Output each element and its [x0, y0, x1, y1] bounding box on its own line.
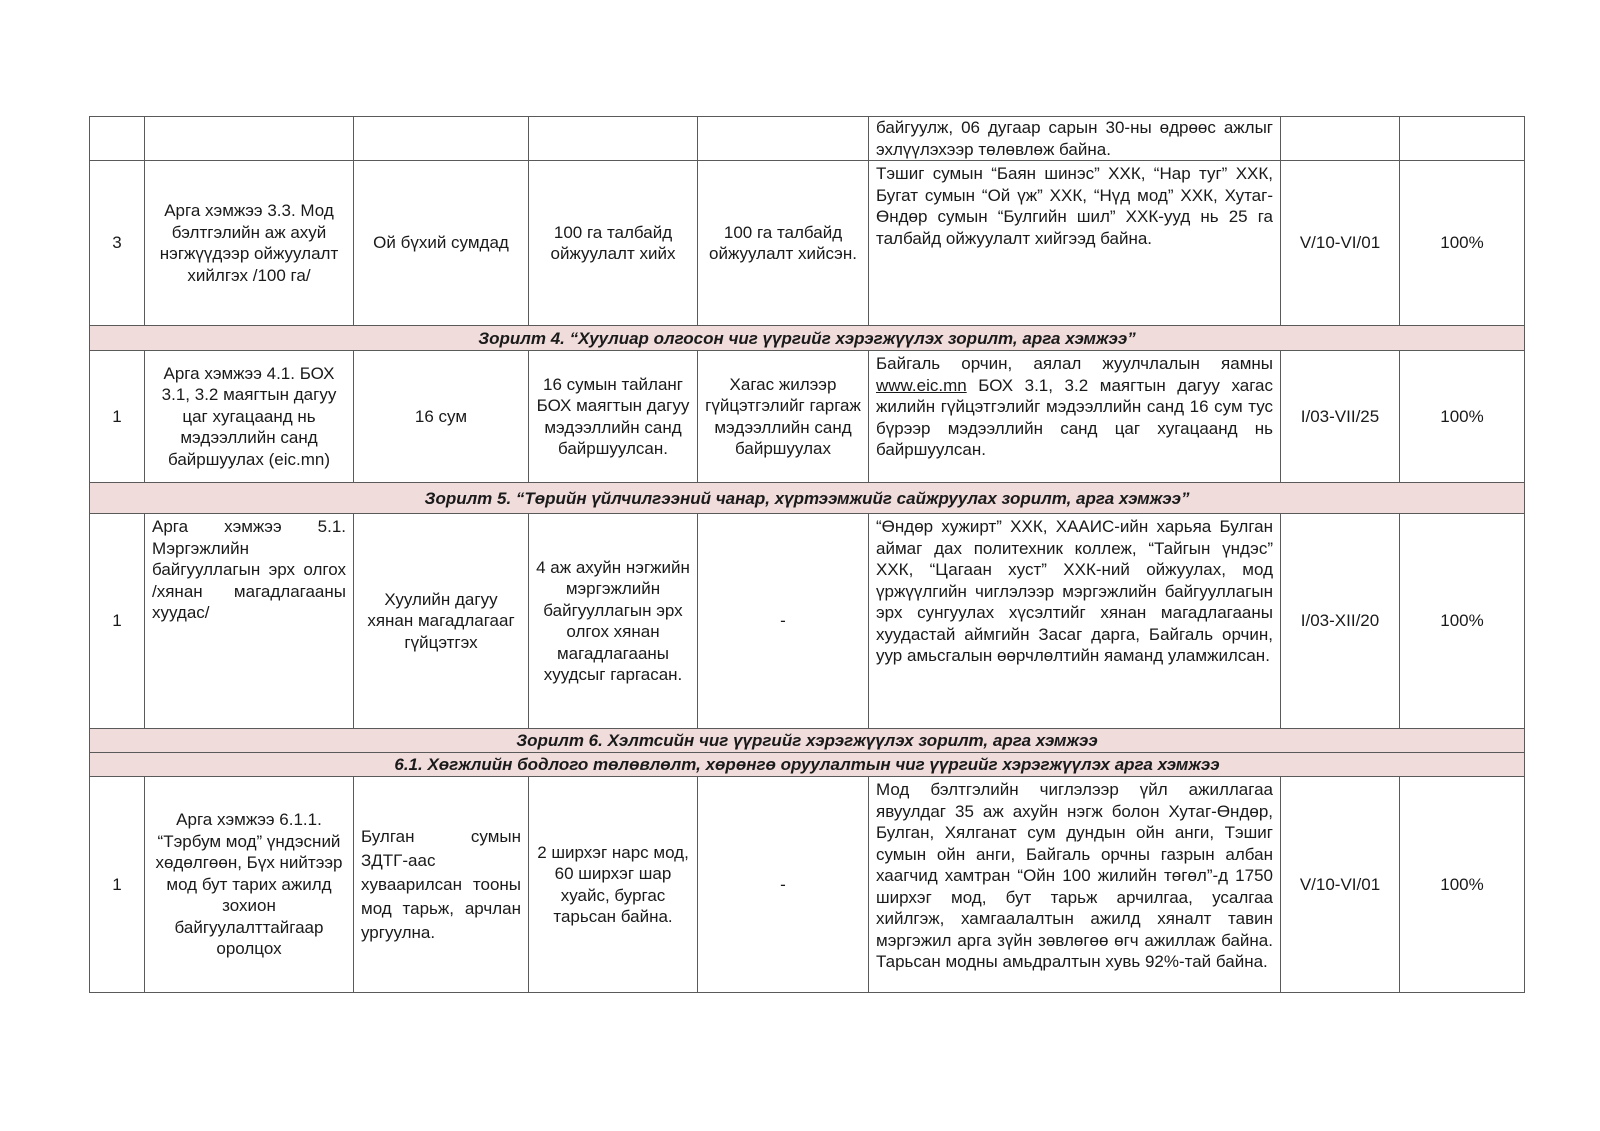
- cell-result: Мод бэлтгэлийн чиглэлээр үйл ажиллагаа явуулдаг 35 аж ахуйн нэгж болон Хутаг-Өндөр, Булган, Хялганат сум дундын ойн анги, Тэшиг сумын ойн анги, Байгаль орчны газрын албан хаагчид хамтран “Ойн 100 жилийн төгөл”-д 1750 ширхэг мод, бут тарьж арчилгаа, усалгаа хийлгэж, хамгаалалтын ажилд хяналт тавин мэргэжил арга зүйн зөвлөгөө өгч ажиллаж байна. Тарьсан модны амьдралтын хувь 92%-тай байна.: [869, 777, 1281, 993]
- table-row-4-1: [90, 351, 1525, 483]
- result-text-suffix: БОХ 3.1, 3.2 маягтын дагуу хагас жилийн гүйцэтгэлийг мэдээллийн санд 16 сум тус бүрээр мэдээллийн санд цаг хугацаанд нь байршуулсан.: [876, 375, 1273, 459]
- cell-result: Тэшиг сумын “Баян шинэс” ХХК, “Нар туг” ХХК, Бугат сумын “Ой үж” ХХК, “Нүд мод” ХХК, Хутаг-Өндөр сумын “Булгийн шил” ХХК-ууд нь 25 га талбайд ойжуулалт хийгээд байна.: [869, 161, 1281, 326]
- table-row-3-3: [90, 161, 1525, 326]
- cell-period: [1281, 117, 1400, 161]
- section-header-6: [90, 729, 1525, 753]
- table-row-continued: [90, 117, 1525, 161]
- cell-scope: Булган сумын ЗДТГ-аас хуваарилсан тооны мод тарьж, арчлан ургуулна.: [354, 777, 529, 993]
- cell-period: I/03-XII/20: [1281, 514, 1400, 729]
- cell-measure: Арга хэмжээ 4.1. БОХ 3.1, 3.2 маягтын дагуу цаг хугацаанд нь мэдээллийн санд байршуулах (eic.mn): [145, 351, 354, 483]
- cell-scope: 16 сум: [354, 351, 529, 483]
- cell-scope: [354, 117, 529, 161]
- cell-period: V/10-VI/01: [1281, 777, 1400, 993]
- cell-period: V/10-VI/01: [1281, 161, 1400, 326]
- cell-target: 2 ширхэг нарс мод, 60 ширхэг шар хуайс, бургас тарьсан байна.: [529, 777, 698, 993]
- result-text-prefix: Байгаль орчин, аялал жуулчлалын яамны: [876, 354, 1273, 373]
- cell-percent: 100%: [1400, 777, 1525, 993]
- section-title: Зорилт 4. “Хуулиар олгосон чиг үүргийг хэрэгжүүлэх зорилт, арга хэмжээ”: [90, 326, 1525, 351]
- cell-measure: Арга хэмжээ 5.1. Мэргэжлийн байгууллагын эрх олгох /хянан магадлагааны хуудас/: [145, 514, 354, 729]
- cell-target: 16 сумын тайланг БОХ маягтын дагуу мэдээллийн санд байршуулсан.: [529, 351, 698, 483]
- table-row-6-1-1: [90, 777, 1525, 993]
- section-header-4: [90, 326, 1525, 351]
- cell-scope: Ой бүхий сумдад: [354, 161, 529, 326]
- cell-result: [869, 351, 1281, 483]
- cell-target: [529, 117, 698, 161]
- eic-link[interactable]: www.eic.mn: [876, 375, 967, 395]
- cell-measure: Арга хэмжээ 3.3. Мод бэлтгэлийн аж ахуй нэгжүүдээр ойжуулалт хийлгэх /100 га/: [145, 161, 354, 326]
- cell-percent: 100%: [1400, 161, 1525, 326]
- cell-percent: 100%: [1400, 351, 1525, 483]
- cell-no: 1: [90, 514, 145, 729]
- table-row-5-1: [90, 514, 1525, 729]
- section-header-5: [90, 483, 1525, 514]
- cell-no: [90, 117, 145, 161]
- cell-target: 100 га талбайд ойжуулалт хийх: [529, 161, 698, 326]
- section-title: Зорилт 5. “Төрийн үйлчилгээний чанар, хүртээмжийг сайжруулах зорилт, арга хэмжээ”: [90, 483, 1525, 514]
- cell-result: “Өндөр хужирт” ХХК, ХААИС-ийн харьяа Булган аймаг дах политехник коллеж, “Тайгын үндэс” ХХК, “Цагаан хуст” ХХК-ний ойжуулах, мод үржүүлгийн чиглэлээр мэргэжлийн байгууллагын эрх сунгуулах хүсэлтийг хянан магадлагааны хуудастай аймгийн Засаг дарга, Байгаль орчин, уур амьсгалын өөрчлөлтийн яаманд уламжилсан.: [869, 514, 1281, 729]
- cell-measure: Арга хэмжээ 6.1.1. “Тэрбум мод” үндэсний хөдөлгөөн, Бүх нийтээр мод бут тарих ажилд зохион байгуулалттайгаар оролцох: [145, 777, 354, 993]
- cell-no: 1: [90, 777, 145, 993]
- cell-output: -: [698, 777, 869, 993]
- section-header-6-1: [90, 753, 1525, 777]
- action-plan-table: [89, 116, 1525, 993]
- cell-no: 1: [90, 351, 145, 483]
- cell-measure: [145, 117, 354, 161]
- cell-percent: [1400, 117, 1525, 161]
- cell-scope: Хуулийн дагуу хянан магадлагааг гүйцэтгэх: [354, 514, 529, 729]
- cell-no: 3: [90, 161, 145, 326]
- cell-output: [698, 117, 869, 161]
- cell-output: 100 га талбайд ойжуулалт хийсэн.: [698, 161, 869, 326]
- cell-result: байгуулж, 06 дугаар сарын 30-ны өдрөөс ажлыг эхлүүлэхээр төлөвлөж байна.: [869, 117, 1281, 161]
- cell-percent: 100%: [1400, 514, 1525, 729]
- cell-output: Хагас жилээр гүйцэтгэлийг гаргаж мэдээллийн санд байршуулах: [698, 351, 869, 483]
- section-title: 6.1. Хөгжлийн бодлого төлөвлөлт, хөрөнгө оруулалтын чиг үүргийг хэрэгжүүлэх арга хэмжээ: [90, 753, 1525, 777]
- cell-output: -: [698, 514, 869, 729]
- cell-target: 4 аж ахуйн нэгжийн мэргэжлийн байгууллагын эрх олгох хянан магадлагааны хуудсыг гаргасан.: [529, 514, 698, 729]
- section-title: Зорилт 6. Хэлтсийн чиг үүргийг хэрэгжүүлэх зорилт, арга хэмжээ: [90, 729, 1525, 753]
- cell-period: I/03-VII/25: [1281, 351, 1400, 483]
